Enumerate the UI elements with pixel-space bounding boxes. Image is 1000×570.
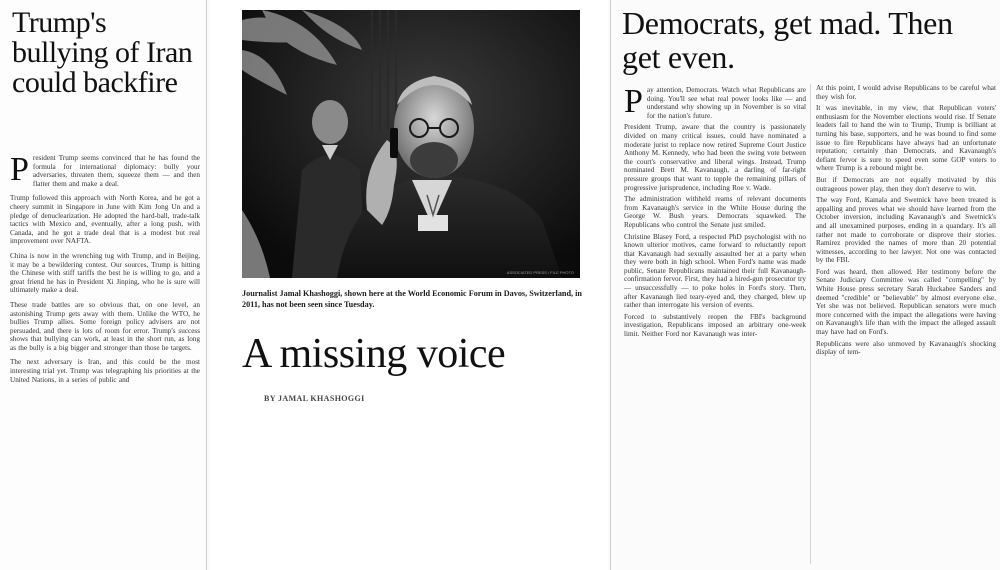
right-a-paragraph-1: Pay attention, Democrats. Watch what Republicans are doing. You'll see what real power looks like — and understand why showing up in November is so vital for the nation's future. bbox=[624, 83, 806, 120]
right-a-paragraph-5: Forced to substantively reopen the FBI's background investigation, Republicans imposed an arbitrary one-week limit. Neither Ford nor Kavanaugh was inter- bbox=[624, 312, 806, 339]
column-rule-right bbox=[610, 0, 611, 570]
dropcap-p: P bbox=[10, 151, 29, 188]
left-paragraph-4: These trade battles are so obvious that, on one level, an astonishing Trump gets away with them. Unlike the WTO, he bullies Trump allies. Some foreign policy advisers are not persuaded, and there is lots of room for error. Trump's success shows that bullying can work, at least in the short run, as long as the bully is a big bigger and stronger than those he targets. bbox=[10, 300, 200, 352]
right-b-paragraph-2: It was inevitable, in my view, that Republican voters' enthusiasm for the November elections would rise. If Senate leaders fail to hand the win to Trump, Trump is brilliant at turning his base, supporters, and he was bound to find some issue to fire Republicans have always had an unfortunate reputation; certainly than Democrats, and Kavanaugh's defiant fervor is sure to speed even some GOP voters to where Trump is a rebound might be. bbox=[816, 104, 996, 173]
left-paragraph-3: China is now in the wrenching tug with Trump, and in Beijing, it may be a bewildering contest. Our sources, Trump is hitting the Chinese with stiff tariffs the best he is willing to go, and a great friend he has in President Xi Jinping, who he is sure will ultimately make a deal. bbox=[10, 251, 200, 295]
right-a-paragraph-3: The administration withheld reams of relevant documents from Kavanaugh's service in the White House during the George W. Bush years. Democrats squawked. The Republicans who control the Senate just smiled. bbox=[624, 195, 806, 229]
photo-caption: Journalist Jamal Khashoggi, shown here at the World Economic Forum in Davos, Switzerland, in 2011, has not been seen since Tuesday. bbox=[242, 289, 582, 309]
left-paragraph-2: Trump followed this approach with North Korea, and he got a cheery summit in Singapore in June with Kim Jong Un and a pledge of denuclearization. He adopted the hard-ball, trade-talk tactics with Mexico and, eventually, after a long push, with Canada, and he got a trade deal that is a modest but real improvement over NAFTA. bbox=[10, 194, 200, 246]
right-a-paragraph-2: President Trump, aware that the country is passionately divided on many critical issues, could have nominated a moderate jurist to replace now retired Supreme Court Justice Anthony M. Kennedy, who had been the swing vote between the court's conservative and liberal wings. Instead, Trump nominated Brett M. Kavanaugh, a darling of far-right pressure groups that want to topple the remaining pillars of progressive jurisprudence, including Roe v. Wade. bbox=[624, 123, 806, 192]
right-b-paragraph-4: The way Ford, Kamala and Swetnick have been treated is appalling and proves what we should have learned from the October inversion, including Kavanaugh's and Swetnick's and all unexamined purposes, ending in a quandary. It's all rather not made to corroborate or disprove their stories. Ramirez provided the names of more than 20 potential witnesses, according to her lawyer. Not one was contacted by the FBI. bbox=[816, 196, 996, 265]
left-paragraph-1: President Trump seems convinced that he has found the formula for international diplomacy: bully your adversaries, threaten them, squeeze them — and then flatter them and make a deal. bbox=[10, 151, 200, 188]
right-b-paragraph-6: Republicans were also unmoved by Kavanaugh's shocking display of tem- bbox=[816, 339, 996, 357]
right-b-paragraph-5: Ford was heard, then allowed. Her testimony before the Senate Judiciary Committee was called "compelling" by White House press secretary Sarah Huckabee Sanders and deemed "credible" or "believable" by almost everyone else. Yet she was not believed. Republican senators were much more concerned with the impact the allegations were having on Kavanaugh's life than with the impact the alleged assault may have had on Ford's. bbox=[816, 267, 996, 337]
right-a-paragraph-4: Christine Blasey Ford, a respected PhD psychologist with no known ulterior motives, came forward to reluctantly report that Kavanaugh had sexually assaulted her at a party when they were both in high school. When Ford's name was made public, Senate Republicans maintained their full Kavanaugh-confirmation fervor. First, they had a hired-gun prosecutor try — unsuccessfully — to poke holes in Ford's story. Then, after Kavanaugh lied teary-eyed and, they charged, blew up rather than interrogate his version of events. bbox=[624, 232, 806, 310]
left-column bbox=[0, 0, 204, 570]
photo-credit: ASSOCIATED PRESS / FILE PHOTO bbox=[506, 270, 574, 275]
center-title: A missing voice bbox=[242, 331, 506, 377]
left-headline: Trump's bullying of Iran could backfire bbox=[12, 6, 193, 99]
right-gutter-rule bbox=[810, 84, 811, 564]
left-paragraph-5: The next adversary is Iran, and this could be the most interesting trial yet. Trump was telegraphing his priorities at the United Nations, in a series of public and bbox=[10, 358, 200, 384]
right-column bbox=[612, 0, 1000, 570]
column-rule-left bbox=[206, 0, 207, 570]
photo-illustration bbox=[242, 10, 580, 278]
center-byline: BY JAMAL KHASHOGGI bbox=[264, 394, 365, 403]
right-b-paragraph-3: But if Democrats are not equally motivated by this outrageous power play, then they don't deserve to win. bbox=[816, 175, 996, 193]
dropcap-p: P bbox=[624, 83, 643, 120]
center-column bbox=[210, 0, 608, 570]
right-article-col-a bbox=[624, 83, 806, 342]
khashoggi-photo bbox=[242, 10, 580, 278]
right-headline: Democrats, get mad. Then get even. bbox=[622, 5, 953, 75]
right-article-col-b bbox=[816, 84, 996, 360]
right-b-paragraph-1: At this point, I would advise Republicans to be careful what they wish for. bbox=[816, 84, 996, 101]
left-article-body bbox=[10, 151, 200, 390]
